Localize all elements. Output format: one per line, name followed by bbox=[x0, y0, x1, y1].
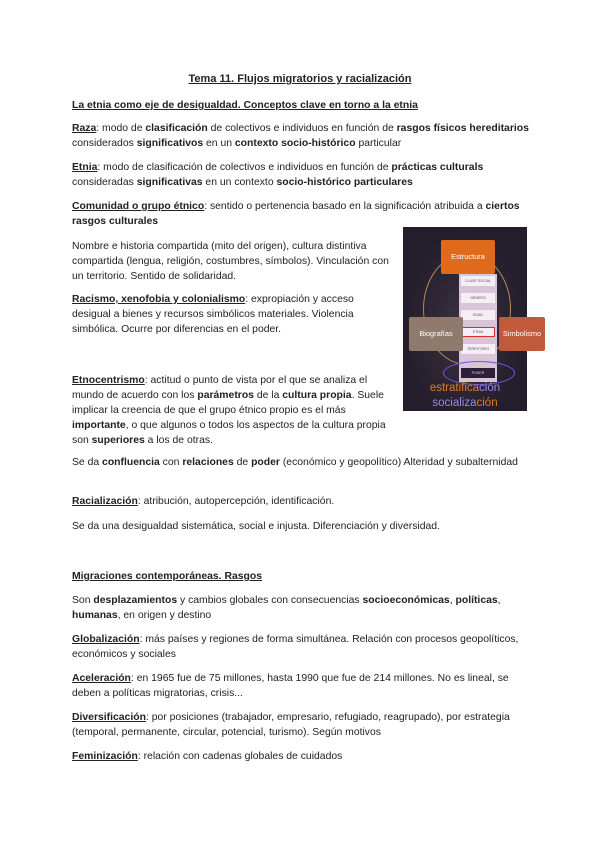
caption-socializacion bbox=[403, 397, 527, 409]
bold-run: parámetros bbox=[197, 390, 254, 401]
bold-run: políticas bbox=[455, 595, 498, 606]
bold-run: significativos bbox=[136, 138, 204, 149]
aceleracion-term: Aceleración bbox=[72, 673, 131, 684]
desigualdad-paragraph: Se da una desigualdad sistemática, social e injusta. Diferenciación y diversidad. bbox=[72, 521, 440, 532]
text-run: : más países y regiones de forma simultánea. Relación con procesos geopolíticos, económicos y sociales bbox=[72, 634, 519, 660]
text-run: consideradas bbox=[72, 177, 137, 188]
diversificacion-term: Diversificación bbox=[72, 712, 146, 723]
etnia-term: Etnia bbox=[72, 162, 98, 173]
bold-run: confluencia bbox=[102, 457, 160, 468]
raza-paragraph bbox=[72, 121, 530, 151]
caption-part: ción bbox=[479, 382, 501, 394]
text-run: con bbox=[159, 457, 183, 468]
text-run: : por posiciones (trabajador, empresario, refugiado, reagrupado), por estrategia (temporal, permanente, circular, potencial, turismo). Según motivos bbox=[72, 712, 510, 738]
bold-run: relaciones bbox=[182, 457, 234, 468]
feminizacion-term: Feminización bbox=[72, 751, 138, 762]
estructura-box: Estructura bbox=[441, 240, 495, 274]
bold-run: socio-histórico particulares bbox=[276, 177, 413, 188]
bold-run: importante bbox=[72, 420, 126, 431]
text-run: de colectivos e individuos en función de bbox=[207, 123, 397, 134]
text-run: : relación con cadenas globales de cuidados bbox=[137, 751, 343, 762]
text-run: : expropiación y acceso desigual a bienes y recursos simbólicos materiales. Violencia simbólica. Ocurre por diferencias en el poder. bbox=[72, 294, 354, 335]
text-run: (económico y geopolítico) Alteridad y subalternidad bbox=[279, 457, 518, 468]
caption-estratificacion bbox=[403, 382, 527, 394]
nombre-historia-paragraph: Nombre e historia compartida (mito del origen), cultura distintiva compartida (lengua, religión, costumbres, símbolos). Vinculación con un territorio. Sentido de solidaridad. bbox=[72, 241, 389, 282]
text-run: , en origen y destino bbox=[117, 610, 212, 621]
text-run: particular bbox=[355, 138, 402, 149]
caption-part: ción bbox=[476, 397, 498, 409]
bold-run: socioeconómicas bbox=[362, 595, 450, 606]
text-run: , bbox=[497, 595, 501, 606]
column-item: TERRITORIO bbox=[461, 344, 495, 354]
raza-term: Raza bbox=[72, 123, 97, 134]
bold-run: superiores bbox=[91, 435, 145, 446]
text-run: a los de otras. bbox=[144, 435, 213, 446]
column-item-base: PODER bbox=[461, 368, 495, 378]
globalizacion-term: Globalización bbox=[72, 634, 140, 645]
text-run: considerados bbox=[72, 138, 137, 149]
text-run: , o que algunos o todos los aspectos de la cultura propia son bbox=[72, 420, 386, 446]
bold-run: desplazamientos bbox=[93, 595, 178, 606]
text-run: , bbox=[449, 595, 456, 606]
racismo-paragraph bbox=[72, 292, 390, 337]
confluencia-paragraph bbox=[72, 455, 530, 470]
bold-run: clasificación bbox=[145, 123, 208, 134]
document-title: Tema 11. Flujos migratorios y racialización bbox=[188, 73, 412, 85]
text-run: : sentido o pertenencia basado en la significación atribuida a bbox=[204, 201, 486, 212]
text-run: : en 1965 fue de 75 millones, hasta 1990 que fue de 214 millones. No es lineal, se deben a políticas migratorias, crisis... bbox=[72, 673, 509, 699]
bold-run: significativas bbox=[136, 177, 203, 188]
text-run: . Suele implicar la creencia de que el grupo étnico propio es el más bbox=[72, 390, 384, 416]
text-run: : actitud o punto de vista por el que se analiza el mundo de acuerdo con los bbox=[72, 375, 368, 401]
text-run: y cambios globales con consecuencias bbox=[177, 595, 363, 606]
column-item: GÉNERO bbox=[461, 293, 495, 303]
bold-run: contexto socio-histórico bbox=[234, 138, 356, 149]
etnia-paragraph bbox=[72, 160, 530, 190]
text-run: en un bbox=[203, 138, 235, 149]
comunidad-paragraph bbox=[72, 199, 530, 229]
stratification-diagram bbox=[403, 227, 542, 411]
etnocentrismo-paragraph bbox=[72, 373, 390, 448]
section1-heading: La etnia como eje de desigualdad. Conceptos clave en torno a la etnia bbox=[72, 100, 418, 111]
etnocentrismo-term: Etnocentrismo bbox=[72, 375, 145, 386]
bold-run: ciertos rasgos culturales bbox=[72, 201, 520, 227]
bold-run: poder bbox=[251, 457, 280, 468]
section2-heading: Migraciones contemporáneas. Rasgos bbox=[72, 571, 262, 582]
text-run: Son bbox=[72, 595, 94, 606]
simbolismo-box: Simbolismo bbox=[499, 317, 545, 351]
bold-run: prácticas culturals bbox=[391, 162, 484, 173]
aceleracion-paragraph bbox=[72, 671, 530, 701]
bold-run: rasgos físicos hereditarios bbox=[396, 123, 529, 134]
column-item: CLASE SOCIAL bbox=[461, 276, 495, 286]
racismo-term: Racismo, xenofobia y colonialismo bbox=[72, 294, 246, 305]
text-run: de la bbox=[253, 390, 283, 401]
text-run: de bbox=[233, 457, 252, 468]
racializacion-term: Racialización bbox=[72, 496, 138, 507]
globalizacion-paragraph bbox=[72, 632, 530, 662]
comunidad-term: Comunidad o grupo étnico bbox=[72, 201, 205, 212]
column-item: EDAD bbox=[461, 310, 495, 320]
text-run: : modo de clasificación de colectivos e individuos en función de bbox=[97, 162, 392, 173]
bold-run: humanas bbox=[72, 610, 118, 621]
text-run: Se da bbox=[72, 457, 103, 468]
column-item-highlight: ETNIA bbox=[461, 327, 495, 337]
caption-part: socializa bbox=[432, 397, 477, 409]
feminizacion-paragraph bbox=[72, 749, 530, 764]
text-run: en un contexto bbox=[202, 177, 277, 188]
diversificacion-paragraph bbox=[72, 710, 530, 740]
caption-part: estratifica bbox=[429, 382, 480, 394]
migraciones-intro-paragraph bbox=[72, 593, 530, 623]
text-run: : modo de bbox=[96, 123, 146, 134]
text-run: : atribución, autopercepción, identificación. bbox=[137, 496, 335, 507]
bold-run: cultura propia bbox=[282, 390, 352, 401]
racializacion-paragraph bbox=[72, 494, 530, 509]
biografias-box: Biografías bbox=[409, 317, 463, 351]
